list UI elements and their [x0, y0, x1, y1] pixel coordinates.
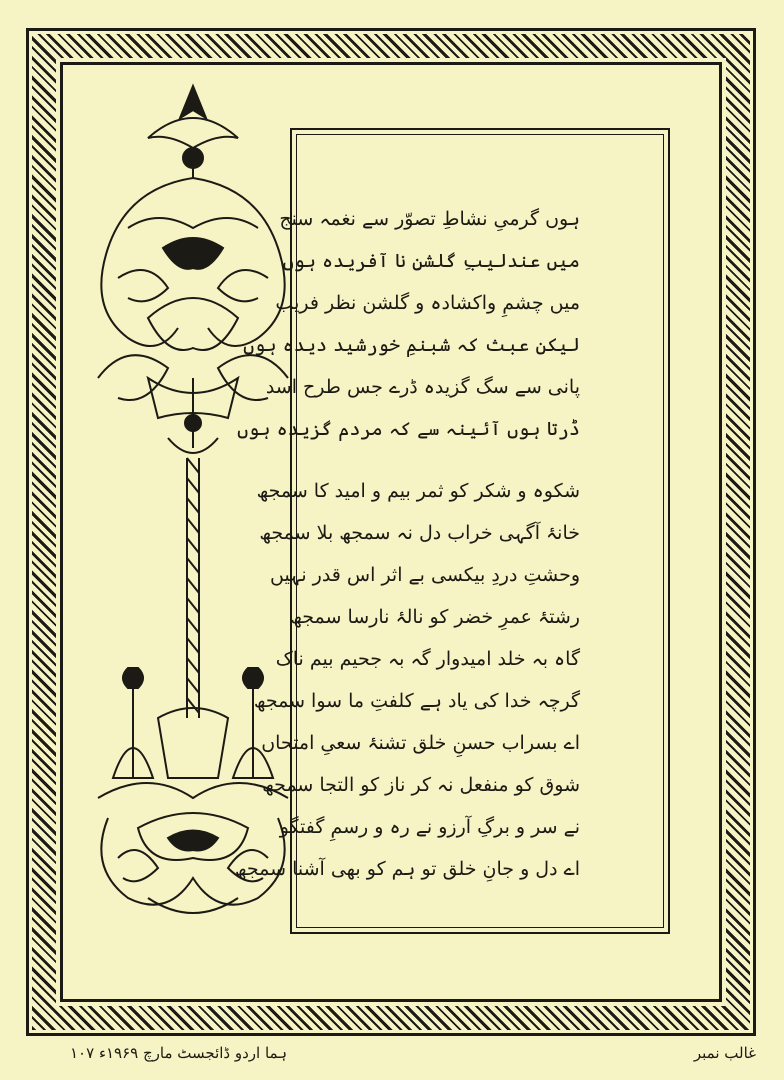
- poem-line: ہوں گرمیِ نشاطِ تصوّر سے نغمہ سنج: [279, 208, 580, 230]
- decorative-ornament: [88, 78, 298, 938]
- poem-line: گرچہ خدا کی یاد ہے کلفتِ ما سوا سمجھ: [253, 690, 580, 712]
- poem-line: شکوہ و شکر کو ثمر بیم و امید کا سمجھ: [256, 480, 580, 502]
- poem-line: شوق کو منفعل نہ کر ناز کو التجا سمجھ: [262, 774, 580, 796]
- poem-line: نے سر و برگِ آرزو نے رہ و رسمِ گفتگو: [279, 816, 580, 838]
- poem-line: اے دل و جانِ خلق تو ہم کو بھی آشنا سمجھ: [234, 858, 580, 880]
- poem-line: پانی سے سگ گزیدہ ڈرے جس طرح اسد: [265, 376, 580, 398]
- poem-line: میں عندلیبِ گلشنِ نا آفریدہ ہوں: [282, 250, 580, 272]
- poem-line: میں چشمِ واکشادہ و گلشن نظر فریب: [275, 292, 580, 314]
- poem-line: وحشتِ دردِ بیکسی بے اثر اس قدر نہیں: [270, 564, 580, 586]
- footer-publication-info: ہما اردو ڈائجسٹ مارچ ۱۹۶۹ء ۱۰۷: [70, 1044, 288, 1062]
- poem-frame: [234, 128, 670, 934]
- poem-line: اے بسراب حسنِ خلق تشنۂ سعیِ امتحاں: [261, 732, 580, 754]
- poem-line: گاہ بہ خلد امیدوار گہ بہ جحیم بیم ناک: [275, 648, 580, 670]
- poem-line: ڈرتا ہوں آئینہ سے کہ مردم گزیدہ ہوں: [237, 418, 580, 440]
- poem-line: رشتۂ عمرِ خضر کو نالۂ نارسا سمجھ: [290, 606, 580, 628]
- poem-line: لیکن عبث کہ شبنمِ خورشید دیدہ ہوں: [243, 334, 580, 356]
- footer-section-title: غالب نمبر: [693, 1044, 756, 1062]
- poem-line: خانۂ آگہی خراب دل نہ سمجھ بلا سمجھ: [259, 522, 580, 544]
